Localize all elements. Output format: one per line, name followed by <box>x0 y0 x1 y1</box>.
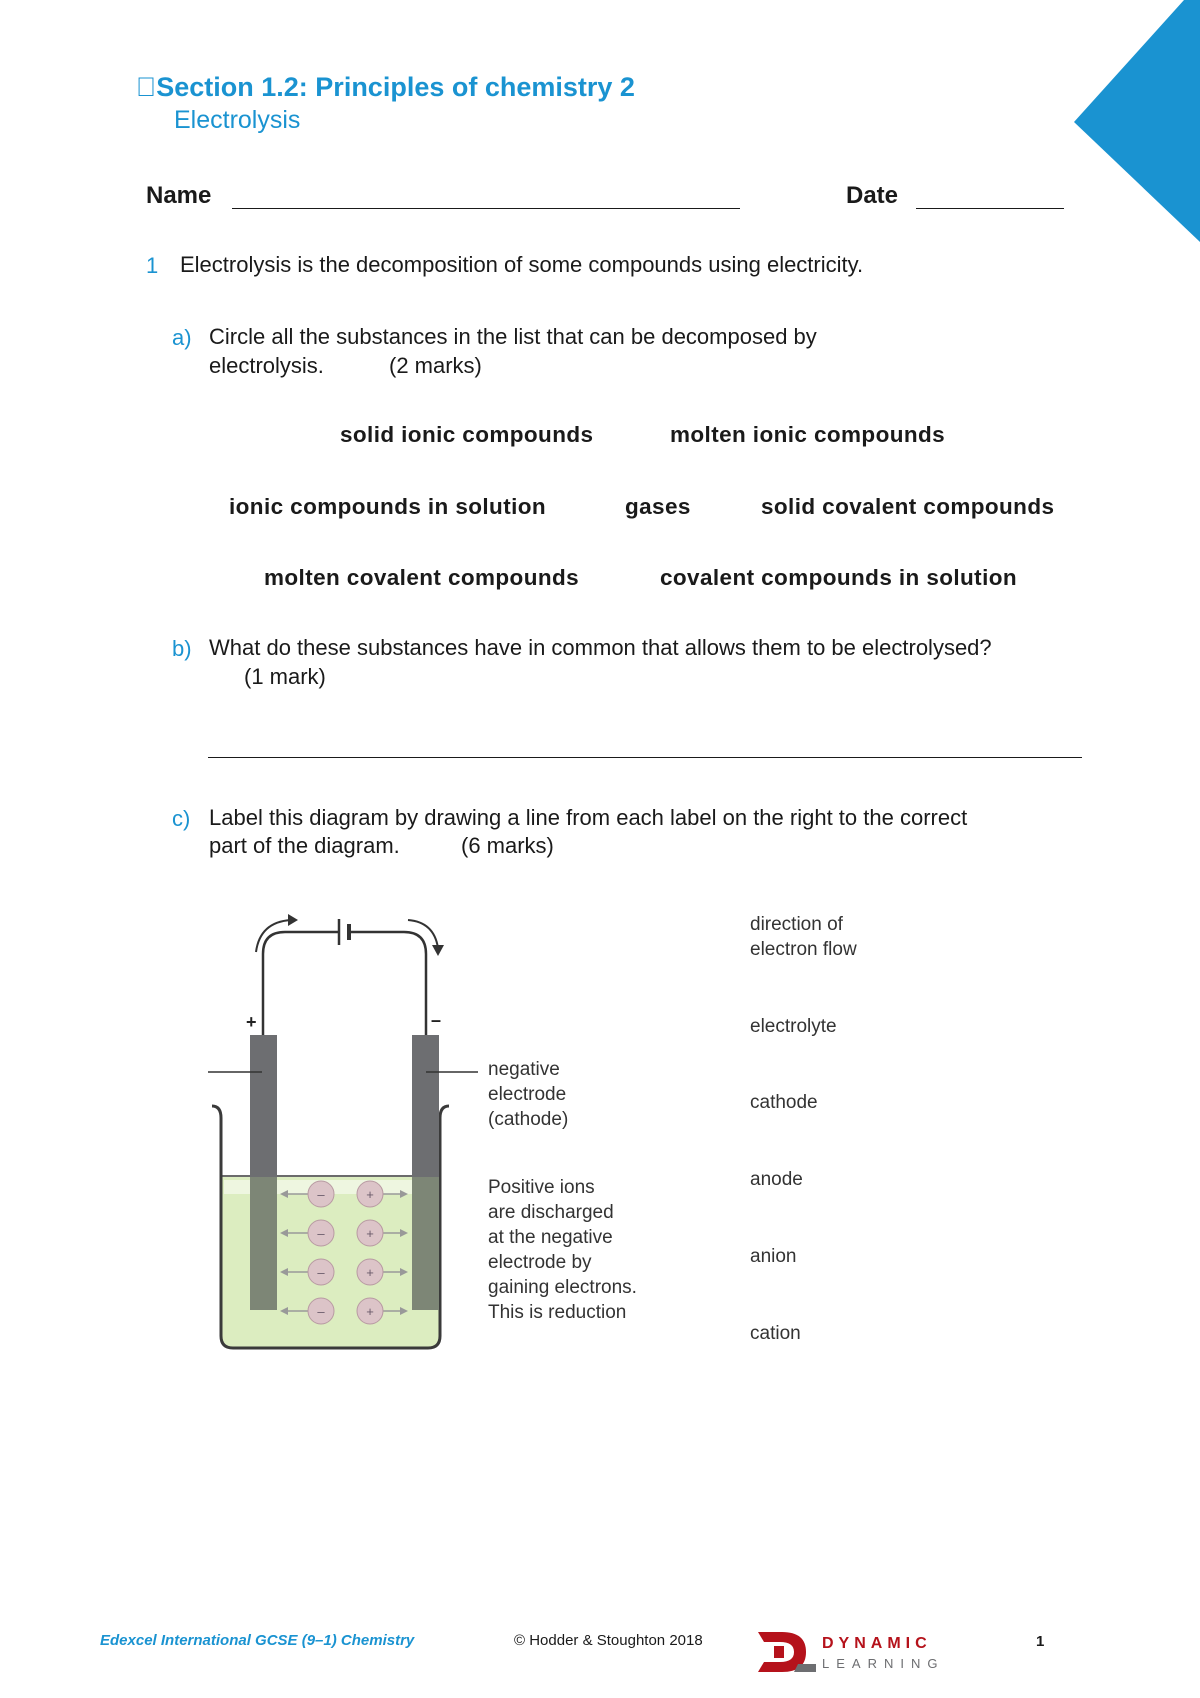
label-cation[interactable]: cation <box>750 1323 801 1344</box>
option-ionic-solution[interactable]: ionic compounds in solution <box>229 494 547 519</box>
date-label: Date <box>846 182 899 209</box>
anion-1-symbol: – <box>317 1187 325 1202</box>
wire-right <box>350 932 426 1035</box>
electrode-annotation: negative electrode (cathode) <box>488 1059 569 1130</box>
part-b-line1: What do these substances have in common that allows them to be electrolysed? <box>209 635 992 660</box>
footer-course: Edexcel International GCSE (9–1) Chemistry <box>100 1632 415 1649</box>
part-c-letter: c) <box>172 806 191 831</box>
anion-2-symbol: – <box>317 1226 325 1241</box>
name-field[interactable] <box>232 208 740 209</box>
option-molten-ionic[interactable]: molten ionic compounds <box>670 422 946 447</box>
anion-4-symbol: – <box>317 1304 325 1319</box>
dynamic-learning-logo <box>758 1630 948 1674</box>
label-cathode[interactable]: cathode <box>750 1092 818 1113</box>
option-solid-covalent[interactable]: solid covalent compounds <box>761 494 1055 519</box>
page-title: Section 1.2: Principles of chemistry 2 <box>136 72 615 102</box>
question-number: 1 <box>146 253 159 278</box>
logo-dynamic-text: DYNAMIC <box>822 1635 932 1652</box>
anion-3-symbol: – <box>317 1265 325 1280</box>
option-molten-covalent[interactable]: molten covalent compounds <box>264 565 580 590</box>
wire-left <box>263 932 338 1035</box>
label-electrolyte[interactable]: electrolyte <box>750 1016 837 1037</box>
footer-copyright: © Hodder & Stoughton 2018 <box>514 1632 703 1649</box>
logo-learning-text: LEARNING <box>822 1656 945 1671</box>
cation-2-symbol: + <box>366 1226 374 1241</box>
label-electron-flow[interactable]: direction of electron flow <box>750 914 857 960</box>
label-anion[interactable]: anion <box>750 1246 797 1267</box>
part-c-line1: Label this diagram by drawing a line from each label on the right to the correct <box>209 805 968 830</box>
electron-flow-arrow-left <box>256 920 291 952</box>
cation-1-symbol: + <box>366 1187 374 1202</box>
page-number: 1 <box>1036 1633 1045 1650</box>
part-b-marks: (1 mark) <box>244 664 326 689</box>
part-a-line2: electrolysis. <box>209 353 324 378</box>
cation-4-symbol: + <box>366 1304 374 1319</box>
part-a-letter: a) <box>172 325 192 350</box>
part-a-marks: (2 marks) <box>389 353 482 378</box>
date-field[interactable] <box>916 208 1064 209</box>
part-c-marks: (6 marks) <box>461 833 554 858</box>
label-anode[interactable]: anode <box>750 1169 803 1190</box>
part-b-letter: b) <box>172 636 192 661</box>
name-label: Name <box>146 182 212 209</box>
question-intro: Electrolysis is the decomposition of some compounds using electricity. <box>180 252 864 277</box>
part-b-answer-line[interactable] <box>208 757 1082 758</box>
part-c-line2: part of the diagram. <box>209 833 400 858</box>
positive-terminal-sign: + <box>246 1012 257 1032</box>
page-subtitle: Electrolysis <box>174 106 301 134</box>
option-covalent-solution[interactable]: covalent compounds in solution <box>660 565 1018 590</box>
part-a-line1: Circle all the substances in the list that can be decomposed by <box>209 324 817 349</box>
option-solid-ionic[interactable]: solid ionic compounds <box>340 422 594 447</box>
negative-terminal-sign: – <box>431 1010 442 1030</box>
option-gases[interactable]: gases <box>625 494 691 519</box>
reduction-description: Positive ions are discharged at the negative electrode by gaining electrons. This is reduction <box>488 1177 637 1323</box>
cation-3-symbol: + <box>366 1265 374 1280</box>
